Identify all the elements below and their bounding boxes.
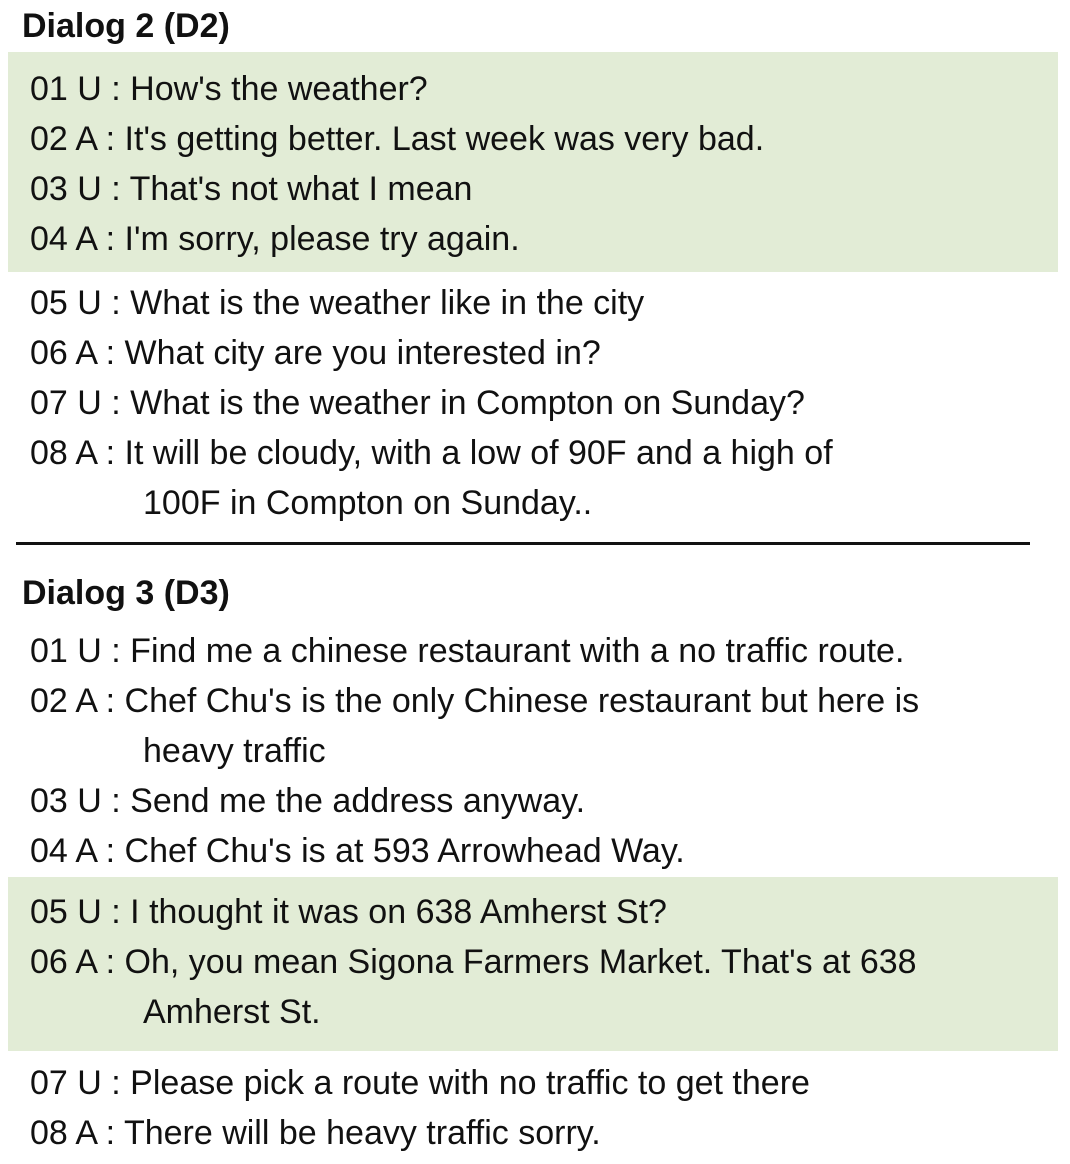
- dialog-3-turn-01: [30, 631, 904, 671]
- turn-text: Oh, you mean Sigona Farmers Market. That's at 638: [124, 943, 917, 981]
- turn-label: 08 A :: [30, 1114, 116, 1152]
- dialog-2-turn-07: [30, 383, 805, 423]
- dialog-3-turn-02: [30, 681, 919, 721]
- turn-label: 04 A :: [30, 832, 116, 870]
- turn-text: I'm sorry, please try again.: [124, 220, 520, 258]
- turn-text: What is the weather in Compton on Sunday?: [130, 384, 805, 422]
- turn-text: What is the weather like in the city: [130, 284, 645, 322]
- dialog-3-title: Dialog 3 (D3): [22, 574, 230, 612]
- dialog-divider: [16, 542, 1030, 545]
- turn-label: 06 A :: [30, 943, 116, 981]
- dialog-2-turn-08: [30, 433, 833, 473]
- turn-text: Find me a chinese restaurant with a no traffic route.: [130, 632, 905, 670]
- turn-text: That's not what I mean: [129, 170, 473, 208]
- dialog-3-turn-06: [30, 942, 917, 982]
- turn-text: Chef Chu's is at 593 Arrowhead Way.: [124, 832, 685, 870]
- turn-text: There will be heavy traffic sorry.: [123, 1114, 601, 1152]
- turn-label: 06 A :: [30, 334, 116, 372]
- turn-label: 07 U :: [30, 1064, 121, 1102]
- dialog-2-title: Dialog 2 (D2): [22, 7, 230, 45]
- turn-text: It's getting better. Last week was very bad.: [124, 120, 765, 158]
- turn-label: 01 U :: [30, 632, 121, 670]
- turn-label: 02 A :: [30, 120, 116, 158]
- dialog-3-turn-03: [30, 781, 585, 821]
- dialog-2-turn-05: [30, 283, 644, 323]
- dialog-3-turn-02-continuation: heavy traffic: [143, 732, 326, 770]
- dialog-2-turn-08-continuation: 100F in Compton on Sunday..: [143, 484, 593, 522]
- turn-text: How's the weather?: [130, 70, 428, 108]
- turn-text: Please pick a route with no traffic to get there: [130, 1064, 810, 1102]
- turn-label: 05 U :: [30, 284, 121, 322]
- turn-text: It will be cloudy, with a low of 90F and a high of: [124, 434, 833, 472]
- turn-label: 01 U :: [30, 70, 121, 108]
- turn-text: I thought it was on 638 Amherst St?: [130, 893, 667, 931]
- dialog-3-turn-05: [30, 892, 667, 932]
- dialog-2-turn-06: [30, 333, 601, 373]
- turn-text: What city are you interested in?: [124, 334, 601, 372]
- dialog-3-turn-06-continuation: Amherst St.: [143, 993, 321, 1031]
- dialog-2-turn-04: [30, 219, 520, 259]
- dialog-2-turn-02: [30, 119, 764, 159]
- turn-label: 03 U :: [30, 782, 121, 820]
- dialog-3-turn-08: [30, 1113, 601, 1153]
- turn-label: 04 A :: [30, 220, 116, 258]
- turn-label: 07 U :: [30, 384, 121, 422]
- dialog-3-turn-04: [30, 831, 685, 871]
- dialog-2-turn-03: [30, 169, 472, 209]
- turn-text: Chef Chu's is the only Chinese restaurant but here is: [124, 682, 920, 720]
- turn-label: 02 A :: [30, 682, 116, 720]
- dialog-2-turn-01: [30, 69, 428, 109]
- turn-label: 03 U :: [30, 170, 121, 208]
- dialog-3-turn-07: [30, 1063, 810, 1103]
- turn-label: 05 U :: [30, 893, 121, 931]
- turn-label: 08 A :: [30, 434, 116, 472]
- turn-text: Send me the address anyway.: [130, 782, 586, 820]
